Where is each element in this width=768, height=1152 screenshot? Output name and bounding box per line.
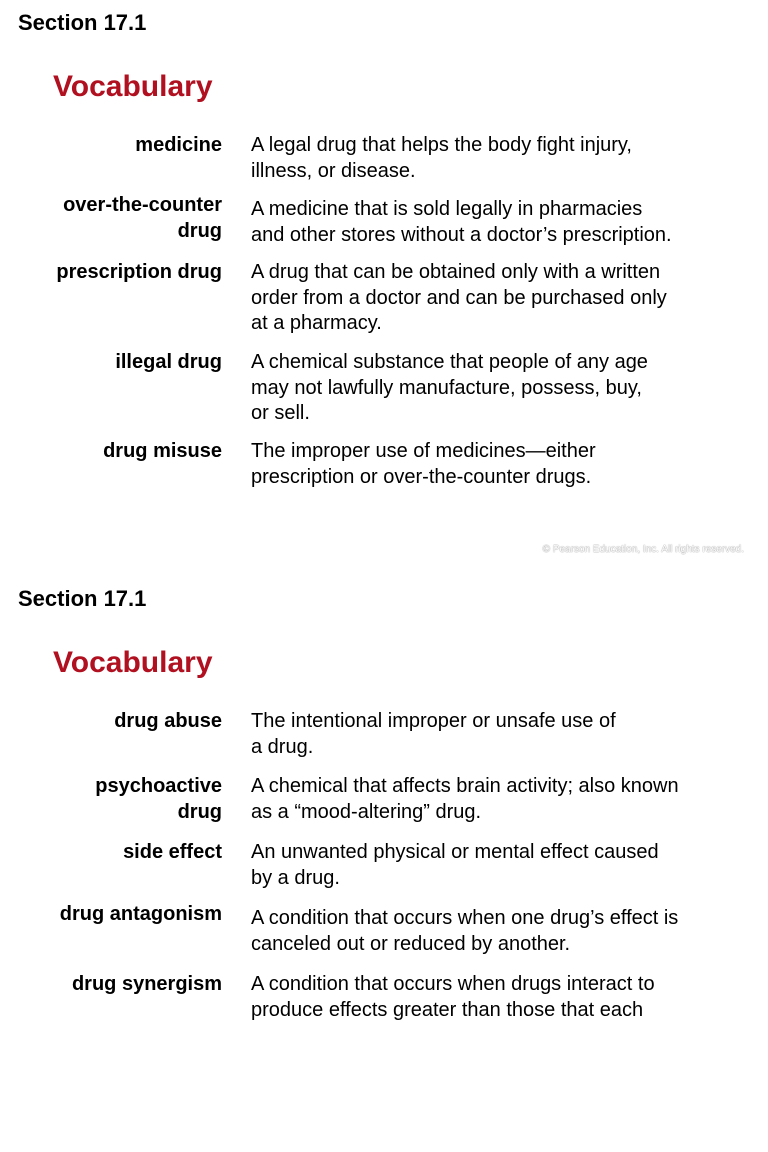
term-side-effect: side effect [123,841,222,863]
slide-2 [0,576,768,1152]
term-illegal-drug: illegal drug [115,351,222,373]
definition-drug-abuse: The intentional improper or unsafe use of a drug. [251,710,616,758]
definition-over-the-counter-drug: A medicine that is sold legally in pharmacies and other stores without a doctor’s prescription. [251,198,672,246]
definition-drug-synergism: A condition that occurs when drugs interact to produce effects greater than those that each [251,973,655,1021]
copyright-notice: © Pearson Education, Inc. All rights reserved. [542,544,744,555]
definition-drug-misuse: The improper use of medicines—either prescription or over-the-counter drugs. [251,440,596,488]
term-drug-synergism: drug synergism [71,973,222,995]
vocabulary-title: Vocabulary [53,70,213,103]
section-label: Section 17.1 [18,586,147,611]
definition-medicine: A legal drug that helps the body fight injury, illness, or disease. [251,134,632,182]
term-psychoactive-drug: psychoactive drug [95,775,222,823]
definition-side-effect: An unwanted physical or mental effect caused by a drug. [251,841,659,889]
definition-illegal-drug: A chemical substance that people of any age may not lawfully manufacture, possess, buy, or sell. [251,351,648,424]
term-drug-abuse: drug abuse [114,710,222,732]
definition-prescription-drug: A drug that can be obtained only with a written order from a doctor and can be purchased only at a pharmacy. [251,261,667,334]
vocabulary-title: Vocabulary [53,646,213,679]
term-medicine: medicine [135,134,222,156]
definition-psychoactive-drug: A chemical that affects brain activity; also known as a “mood-altering” drug. [251,775,679,823]
section-label: Section 17.1 [18,10,147,35]
term-prescription-drug: prescription drug [56,261,222,283]
definition-drug-antagonism: A condition that occurs when one drug’s effect is canceled out or reduced by another. [251,907,679,955]
term-drug-antagonism: drug antagonism [59,903,222,925]
term-drug-misuse: drug misuse [103,440,222,462]
term-over-the-counter-drug: over-the-counter drug [63,194,222,242]
